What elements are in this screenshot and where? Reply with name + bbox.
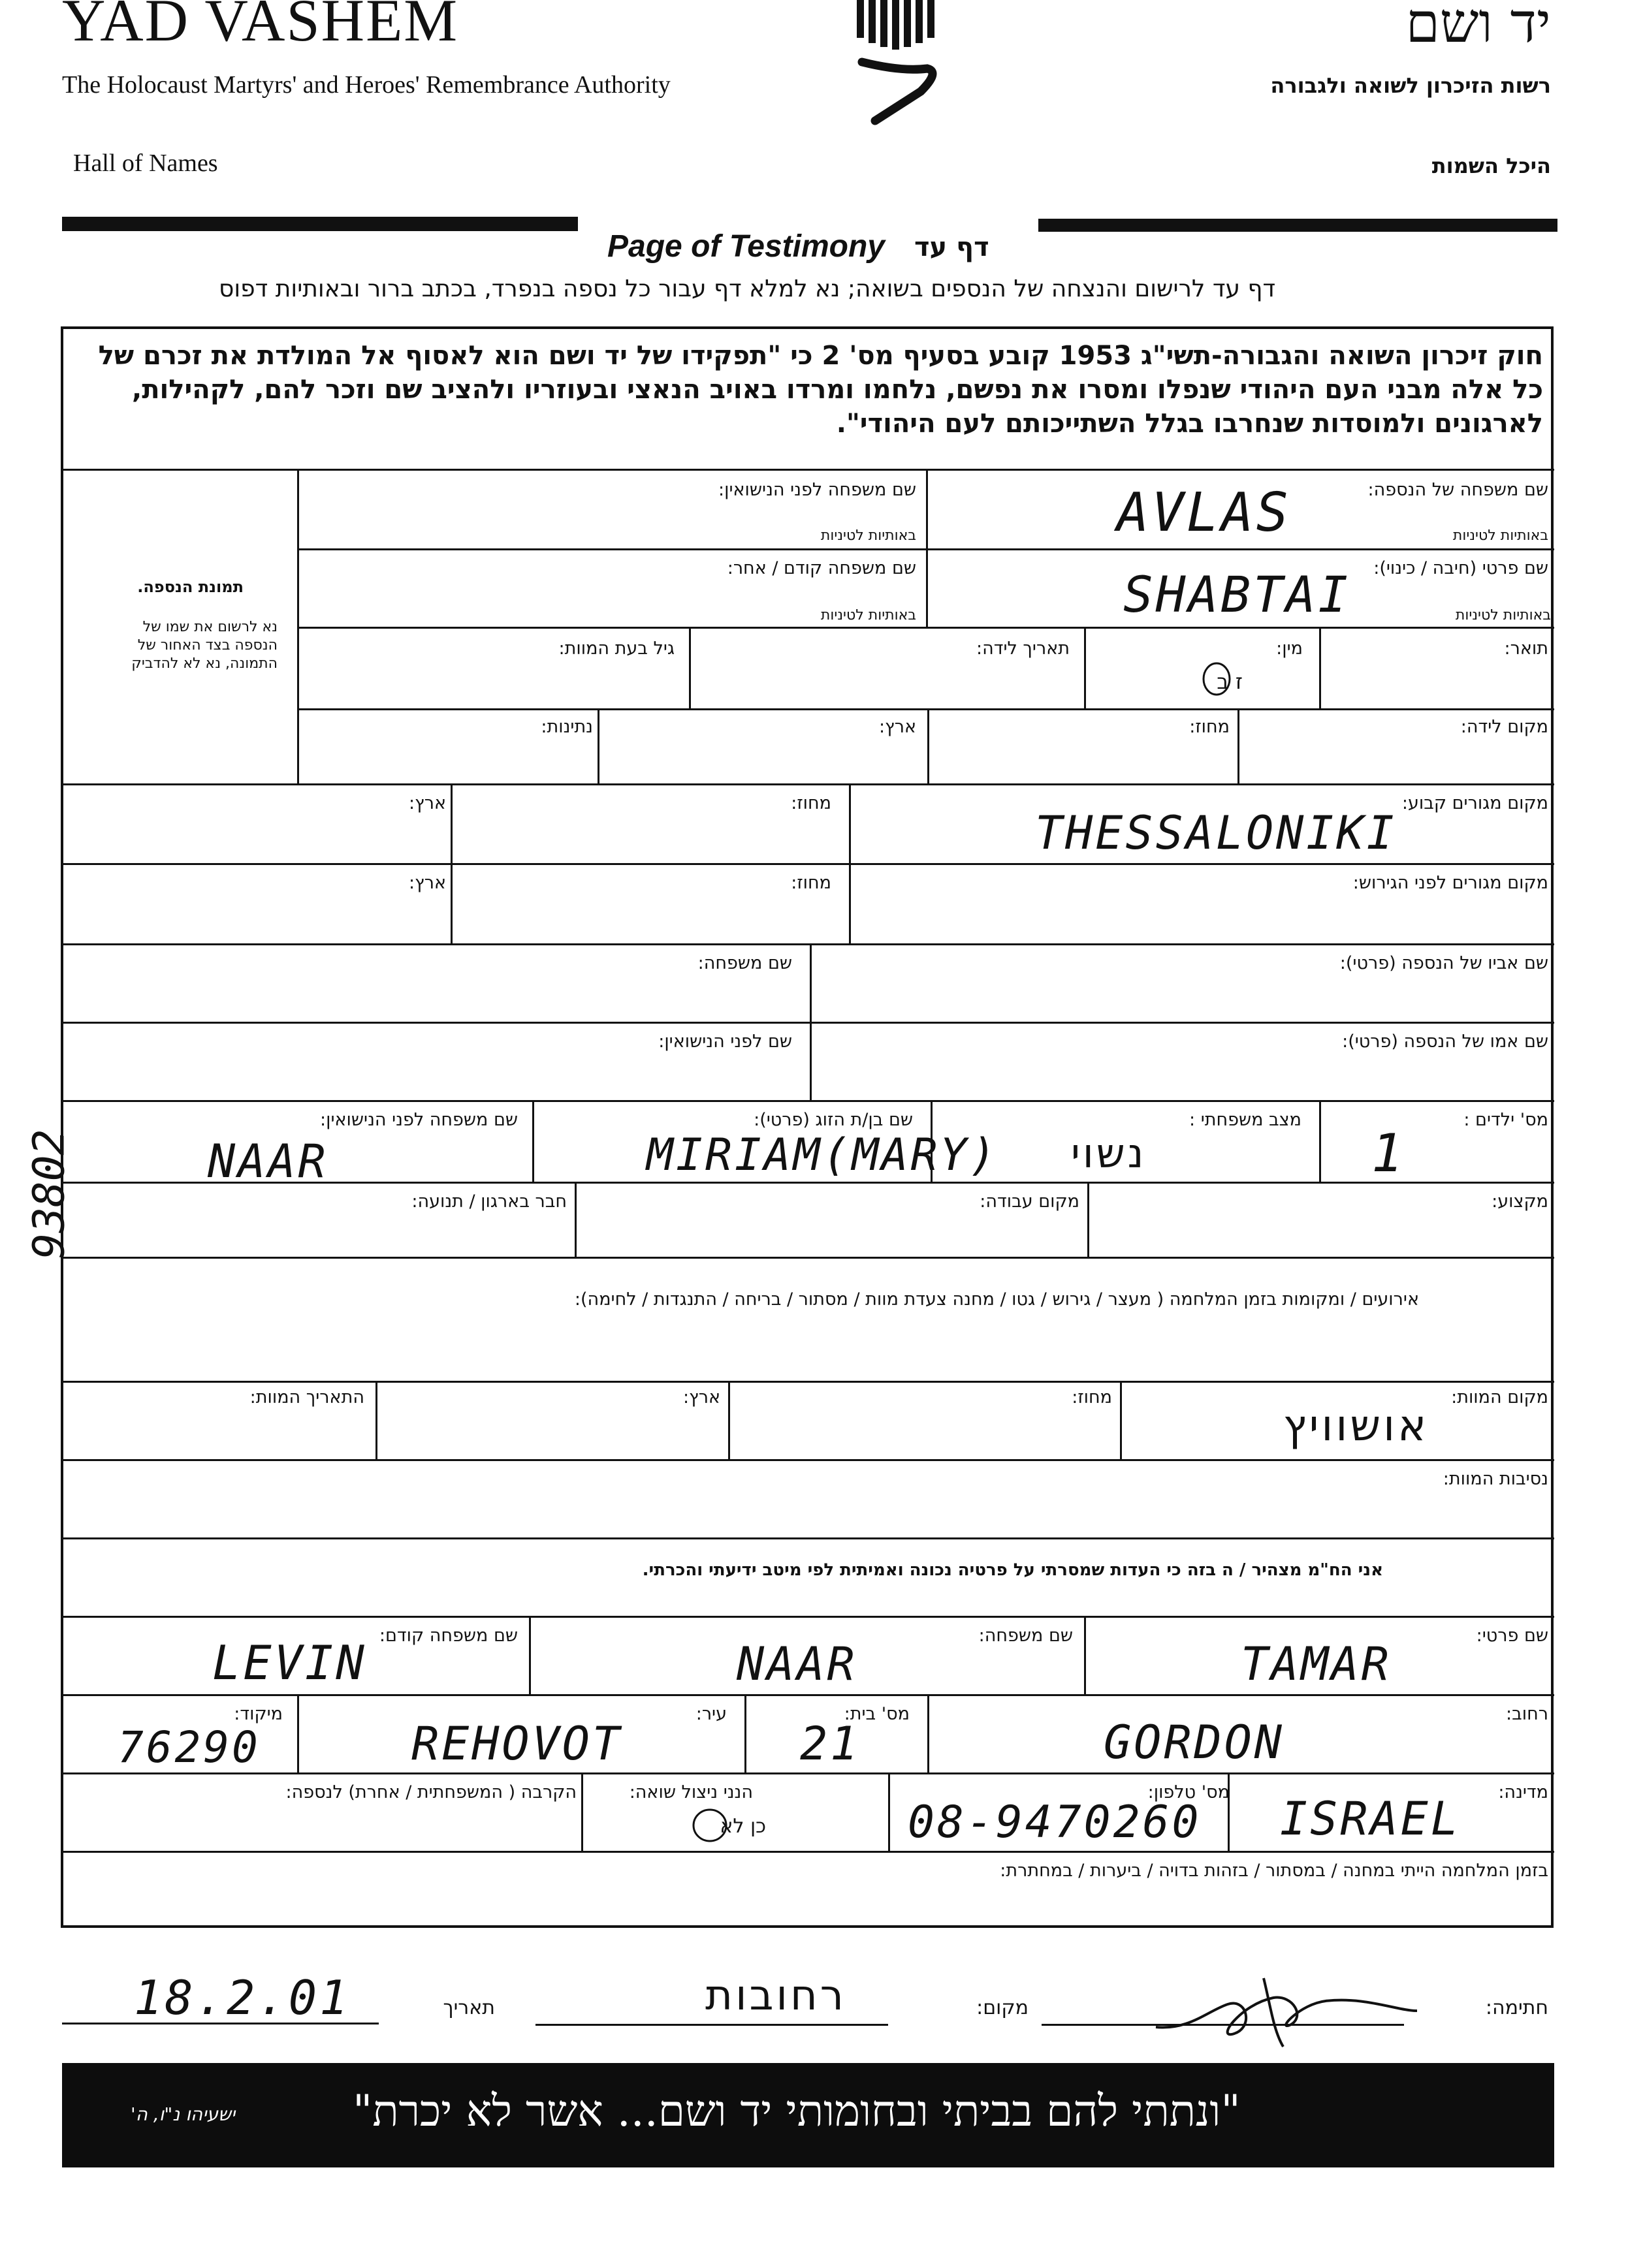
street-value[interactable]: GORDON bbox=[1104, 1716, 1285, 1769]
law-text-line-3: לארגונים ולמוסדות שנחרבו בגלל השתייכותם לעם היהודי". bbox=[836, 409, 1543, 439]
title-bar-right bbox=[1038, 219, 1557, 232]
father-name-label: שם אביו של הנספה (פרטי): bbox=[1339, 953, 1548, 973]
pre-deport-residence-label: מקום מגורים לפני הגירוש: bbox=[1352, 873, 1548, 893]
street-label: רחוב: bbox=[1506, 1704, 1548, 1724]
gender-label: מין: bbox=[1276, 638, 1303, 659]
place-line bbox=[535, 2024, 888, 2026]
zip-value[interactable]: 76290 bbox=[118, 1722, 261, 1772]
workplace-label: מקום עבודה: bbox=[980, 1191, 1079, 1212]
birth-date-label: תאריך לידה: bbox=[976, 638, 1070, 659]
yad-vashem-logo bbox=[842, 0, 953, 131]
declaration-text: אני הח"מ מצהיר / ה בזה כי העדות שמסרתי על פרטיה נכונה ואמיתית לפי מיטב ידיעתי והכרתי. bbox=[642, 1560, 1383, 1580]
submitter-prev-surname-value[interactable]: LEVIN bbox=[212, 1635, 367, 1690]
pre-deport-country-label: ארץ: bbox=[409, 873, 446, 893]
prev-surname-label: שם משפחה קודם / אחר: bbox=[727, 558, 916, 578]
birth-district-label: מחוז: bbox=[1189, 717, 1230, 737]
birth-country-label: ארץ: bbox=[879, 717, 916, 737]
city-value[interactable]: REHOVOT bbox=[411, 1717, 623, 1771]
latin-letters-hint-3: באותיות לטיניות bbox=[1455, 607, 1551, 623]
wartime-label: בזמן המלחמה הייתי במחנה / במסתור / בזהות בדויה / ביערות / במחתרת: bbox=[1000, 1861, 1548, 1881]
spouse-name-value[interactable]: MIRIAM(MARY) bbox=[646, 1129, 999, 1181]
residence-district-label: מחוז: bbox=[791, 793, 831, 813]
birth-place-label: מקום לידה: bbox=[1460, 717, 1548, 737]
subtitle-he: רשות הזיכרון לשואה ולגבורה bbox=[1270, 73, 1551, 98]
permanent-residence-label: מקום מגורים קבוע: bbox=[1401, 793, 1548, 813]
org-name-en: YAD VASHEM bbox=[62, 0, 459, 54]
title-bar-left bbox=[62, 217, 578, 231]
date-value[interactable]: 18.2.01 bbox=[134, 1970, 351, 2025]
law-text-line-1: חוק זיכרון השואה והגבורה-תשי"ג 1953 קובע בסעיף מס' 2 כי "תפקידו של יד ושם הוא לאסוף אל המולדת את זכרם של bbox=[98, 341, 1543, 371]
survivor-options[interactable]: כן לא bbox=[720, 1815, 766, 1838]
death-place-label: מקום המוות: bbox=[1451, 1387, 1548, 1408]
spouse-name-label: שם בן/ת הזוג (פרטי): bbox=[754, 1110, 913, 1130]
submitter-surname-value[interactable]: NAAR bbox=[737, 1637, 857, 1691]
gender-options[interactable]: ז ב bbox=[1217, 669, 1243, 694]
residence-country-label: ארץ: bbox=[409, 793, 446, 813]
submitter-first-label: שם פרטי: bbox=[1476, 1626, 1548, 1646]
nationality-label: נתינות: bbox=[541, 717, 593, 737]
death-district-label: מחוז: bbox=[1072, 1387, 1112, 1408]
permanent-residence-value[interactable]: THESSALONIKI bbox=[1035, 806, 1397, 860]
death-country-label: ארץ: bbox=[683, 1387, 720, 1408]
hall-name-he: היכל השמות bbox=[1431, 153, 1551, 178]
title-he: דף עד bbox=[914, 232, 989, 262]
hall-name-en: Hall of Names bbox=[73, 150, 218, 177]
date-label: תאריך bbox=[443, 1996, 495, 2019]
relation-label: הקרבה ( המשפחתית / אחרת) לנספה: bbox=[285, 1782, 577, 1803]
submitter-first-value[interactable]: TAMAR bbox=[1241, 1637, 1392, 1691]
state-label: מדינה: bbox=[1498, 1782, 1548, 1803]
victim-surname-label: שם משפחה של הנספה: bbox=[1367, 480, 1548, 500]
house-no-label: מס' בית: bbox=[844, 1704, 910, 1724]
war-events-label: אירועים / ומקומות בזמן המלחמה ( מעצר / גירוש / גטו / מחנה צעדת מוות / מסתור / בריחה / התנגדות / לחימה): bbox=[574, 1289, 1419, 1310]
signature-scribble bbox=[1149, 1965, 1424, 2050]
marital-status-value[interactable]: נשוי bbox=[1071, 1129, 1147, 1177]
footer-quote: "ונתתי להם בביתי ובחומותי יד ושם... אשר לא יכרת" bbox=[353, 2086, 1241, 2136]
footer-source: ישעיהו נ"ו, ה' bbox=[131, 2103, 236, 2125]
photo-box-note-3: התמונה, נא לא להדביק bbox=[131, 655, 278, 672]
latin-letters-hint-1: באותיות לטיניות bbox=[1452, 528, 1548, 544]
marital-status-label: מצב משפחתי : bbox=[1189, 1110, 1301, 1130]
pre-deport-district-label: מחוז: bbox=[791, 873, 831, 893]
phone-label: מס' טלפון: bbox=[1147, 1782, 1230, 1803]
age-at-death-label: גיל בעת המוות: bbox=[558, 638, 675, 659]
org-name-he: יד ושם bbox=[1405, 0, 1551, 55]
place-label: מקום: bbox=[976, 1996, 1029, 2019]
title-label: תואר: bbox=[1504, 638, 1548, 659]
first-name-label: שם פרטי (חיבה / כינוי): bbox=[1373, 558, 1548, 578]
phone-value[interactable]: 08-9470260 bbox=[908, 1797, 1202, 1848]
photo-box-title: תמונת הנספה. bbox=[137, 578, 244, 596]
side-reference-number: 93802 bbox=[24, 1129, 74, 1259]
subtitle-en: The Holocaust Martyrs' and Heroes' Remembrance Authority bbox=[62, 71, 671, 99]
law-text-line-2: כל אלה מבני העם היהודי שנפלו ומסרו את נפשם, נלחמו ומרדו באויב הנאצי ובעוזריו ולהציב שם וזכר להם, לקהילות, bbox=[132, 375, 1543, 405]
death-place-value[interactable]: אושוויץ bbox=[1283, 1400, 1429, 1451]
submitter-prev-surname-label: שם משפחה קודם: bbox=[379, 1626, 518, 1646]
survivor-circle-mark bbox=[691, 1807, 729, 1844]
first-name-value[interactable]: SHABTAI bbox=[1123, 565, 1351, 623]
latin-letters-hint-4: באותיות לטיניות bbox=[820, 607, 916, 623]
children-count-label: מס' ילדים : bbox=[1463, 1110, 1548, 1130]
death-date-label: התאריך המוות: bbox=[249, 1387, 364, 1408]
photo-box-note-1: נא לרשום את שמו של bbox=[142, 619, 278, 635]
signature-label: חתימה: bbox=[1485, 1996, 1548, 2019]
place-value[interactable]: רחובות bbox=[705, 1972, 846, 2020]
title-en: Page of Testimony bbox=[607, 229, 885, 264]
children-count-value[interactable]: 1 bbox=[1371, 1123, 1406, 1184]
survivor-label: הנני ניצול שואה: bbox=[629, 1782, 753, 1803]
gender-circle-mark bbox=[1200, 661, 1233, 697]
victim-surname-value[interactable]: AVLAS bbox=[1117, 482, 1291, 544]
state-value[interactable]: ISRAEL bbox=[1280, 1792, 1461, 1846]
instructions: דף עד לרישום והנצחה של הנספים בשואה; נא למלא דף עבור כל נספה בנפרד, בכתב ברור ובאותיות דפוס bbox=[219, 276, 1276, 302]
mother-maiden-label: שם לפני הנישואין: bbox=[658, 1032, 792, 1052]
father-surname-label: שם משפחה: bbox=[697, 953, 792, 973]
profession-label: מקצוע: bbox=[1492, 1191, 1548, 1212]
spouse-maiden-value[interactable]: NAAR bbox=[208, 1135, 328, 1188]
zip-label: מיקוד: bbox=[234, 1704, 283, 1724]
mother-name-label: שם אמו של הנספה (פרטי): bbox=[1342, 1032, 1548, 1052]
house-no-value[interactable]: 21 bbox=[800, 1717, 861, 1771]
city-label: עיר: bbox=[695, 1704, 727, 1724]
submitter-surname-label: שם משפחה: bbox=[978, 1626, 1073, 1646]
organization-label: חבר בארגון / תנועה: bbox=[411, 1191, 567, 1212]
death-circumstances-label: נסיבות המוות: bbox=[1443, 1469, 1548, 1489]
latin-letters-hint-2: באותיות לטיניות bbox=[820, 528, 916, 544]
maiden-name-label: שם משפחה לפני הנישואין: bbox=[718, 480, 916, 500]
spouse-maiden-label: שם משפחה לפני הנישואין: bbox=[320, 1110, 518, 1130]
photo-box-note-2: הנספה בצד האחור של bbox=[137, 637, 278, 654]
